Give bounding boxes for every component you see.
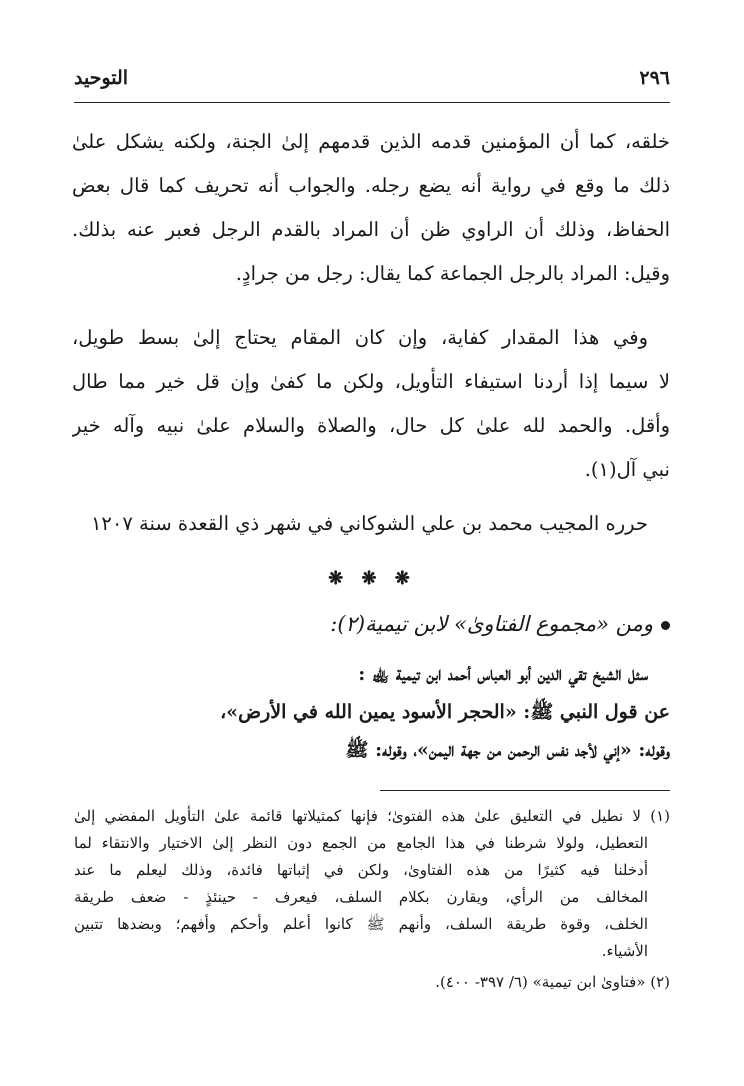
section-heading-text: ومن «مجموع الفتاوىٰ» لابن تيمية(٢): bbox=[330, 612, 653, 636]
section-separator: ❋ ❋ ❋ bbox=[328, 568, 416, 589]
paragraph-1-line: خلقه، كما أن المؤمنين قدمه الذين قدمهم إلىٰ الجنة، ولكنه يشكل علىٰ bbox=[72, 130, 670, 153]
page-header bbox=[74, 62, 670, 94]
section-heading bbox=[74, 604, 670, 644]
question-line: وقوله: «إني لأجد نفس الرحمن من جهة اليمن»، وقوله: ﷺ bbox=[345, 739, 670, 761]
page-number: ٢٩٦ bbox=[639, 67, 670, 89]
paragraph-1 bbox=[72, 122, 670, 302]
question-line: عن قول النبي ﷺ: «الحجر الأسود يمين الله في الأرض»، bbox=[220, 701, 670, 723]
paragraph-1-line: وقيل: المراد بالرجل الجماعة كما يقال: رجل من جرادٍ. bbox=[235, 262, 670, 285]
footnote-line: الأشياء. bbox=[601, 942, 648, 960]
footnote-line: (٢) «فتاوىٰ ابن تيمية» (٦/ ٣٩٧- ٤٠٠). bbox=[435, 973, 670, 991]
header-divider bbox=[74, 102, 670, 103]
footnote-line: التعطيل، ولولا شرطنا في هذا الجامع من الجمع دون النظر إلىٰ الاختيار والانتقاء لما bbox=[74, 834, 648, 852]
footnote-line: المخالف من الرأي، ويقارن بكلام السلف، فيعرف - حينئذٍ - ضعف طريقة bbox=[74, 888, 648, 906]
paragraph-1-line: الحفاظ، وذلك أن الراوي ظن أن المراد بالقدم الرجل فعبر عنه بذلك. bbox=[72, 218, 670, 241]
footnote-line: (١) لا نطيل في التعليق علىٰ هذه الفتوىٰ؛ فإنها كمثيلاتها قائمة علىٰ التأويل المفضي إلىٰ bbox=[74, 807, 670, 825]
paragraph-2-line: نبي آل(١). bbox=[584, 458, 670, 481]
footnotes bbox=[74, 802, 670, 1032]
question-line: سئل الشيخ تقي الدين أبو العباس أحمد ابن تيمية ﵀ : bbox=[358, 663, 648, 685]
paragraph-2-line: لا سيما إذا أردنا استيفاء التأويل، ولكن ما كفىٰ وإن قل خير مما طال bbox=[72, 370, 670, 393]
paragraph-2-line: وأقل. والحمد لله علىٰ كل حال، والصلاة والسلام علىٰ نبيه وآله خير bbox=[72, 414, 670, 437]
paragraph-2 bbox=[72, 318, 670, 498]
bullet-icon bbox=[661, 621, 670, 630]
signature-block bbox=[72, 504, 670, 548]
footnote-line: أدخلنا فيه كثيرًا من هذه الفتاوىٰ، ولكن في إثباتها فائدة، وذلك ليعلم ما عند bbox=[74, 861, 648, 879]
paragraph-1-line: ذلك ما وقع في رواية أنه يضع رجله. والجواب أنه تحريف كما قال بعض bbox=[72, 174, 670, 197]
signature-line: حرره المجيب محمد بن علي الشوكاني في شهر ذي القعدة سنة ١٢٠٧ bbox=[90, 512, 648, 535]
paragraph-2-line: وفي هذا المقدار كفاية، وإن كان المقام يحتاج إلىٰ بسط طويل، bbox=[72, 326, 648, 349]
footnote-divider bbox=[380, 790, 670, 791]
running-title: التوحيد bbox=[74, 67, 129, 89]
footnote-line: الخلف، وقوة طريقة السلف، وأنهم ﷺ كانوا أعلم وأحكم وأفهم؛ وبضدها تتبين bbox=[74, 915, 648, 933]
